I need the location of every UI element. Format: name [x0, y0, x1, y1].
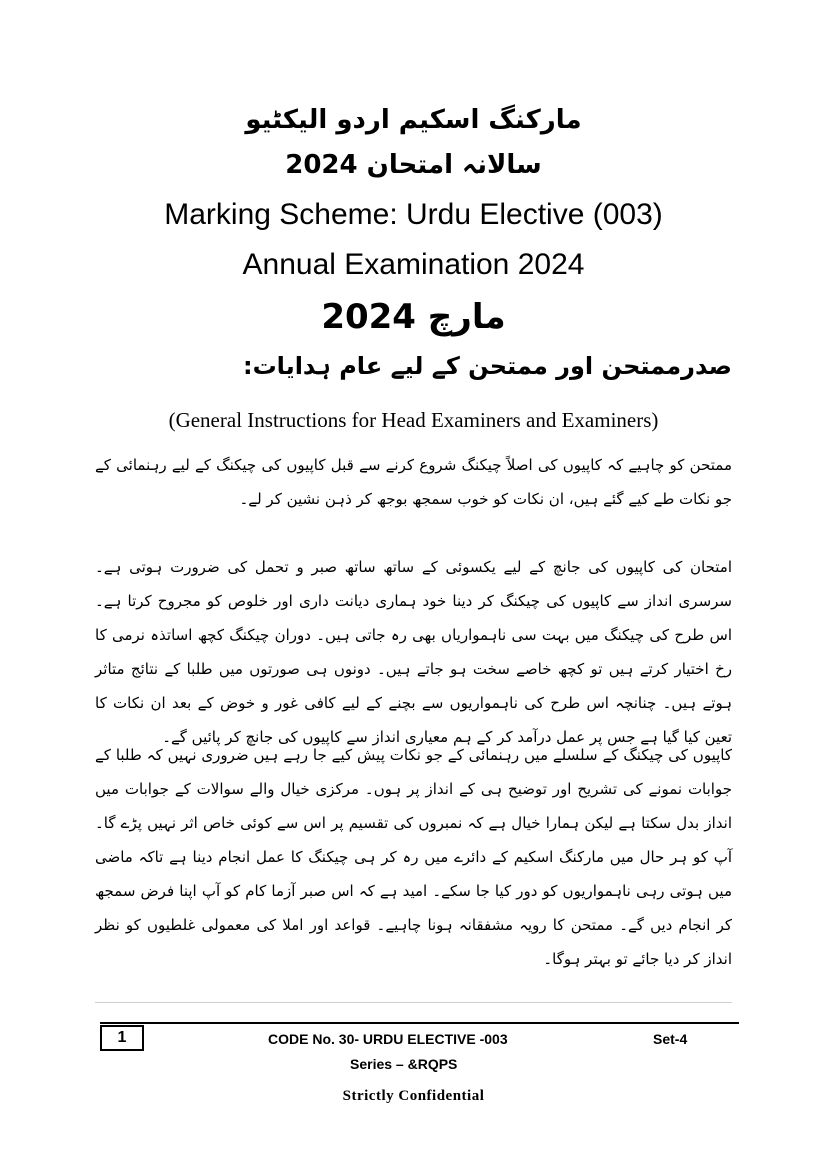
- section-heading-english: (General Instructions for Head Examiners and Examiners): [168, 408, 659, 432]
- series-label: Series – &RQPS: [350, 1056, 458, 1072]
- paragraph-2: امتحان کی کاپیوں کی جانچ کے لیے یکسوئی کے ساتھ ساتھ صبر و تحمل کی ضرورت ہوتی ہے۔ سرسری انداز سے کاپیوں کی چیکنگ کر دینا خود ہماری دیانت داری اور خلوص کو مجروح کرتا ہے۔ اس طرح کی چیکنگ میں بہت سی ناہمواریاں بھی رہ جاتی ہیں۔ دوران چیکنگ کچھ اساتذہ نرمی کا رخ اختیار کرتے ہیں تو کچھ خاصے سخت ہو جاتے ہیں۔ دونوں ہی صورتوں میں طلبا کے نتائج متاثر ہوتے ہیں۔ چنانچہ اس طرح کی ناہمواریوں سے بچنے کے لیے کافی غور و خوض کے بعد ان نکات کا تعین کیا گیا ہے جس پر عمل درآمد کر کے ہم معیاری انداز سے کاپیوں کی جانچ کر پائیں گے۔: [95, 558, 732, 746]
- page-number: 1: [100, 1025, 144, 1051]
- section-heading-urdu: صدرممتحن اور ممتحن کے لیے عام ہدایات:: [242, 352, 732, 380]
- paragraph-3: کاپیوں کی چیکنگ کے سلسلے میں رہنمائی کے جو نکات پیش کیے جا رہے ہیں ضروری نہیں کہ طلبا کے جوابات نمونے کی تشریح اور توضیح ہی کے انداز پر ہوں۔ مرکزی خیال والے سوالات کے جوابات میں انداز بدل سکتا ہے لیکن ہمارا خیال ہے کہ نمبروں کی تقسیم پر اس سے کوئی خاص اثر نہیں پڑے گا۔ آپ کو ہر حال میں مارکنگ اسکیم کے دائرے میں رہ کر ہی چیکنگ کا عمل انجام دینا ہے تاکہ ماضی میں ہوتی رہی ناہمواریوں کو دور کیا جا سکے۔ امید ہے کہ اس صبر آزما کام کو آپ اپنا فرض سمجھ کر انجام دیں گے۔ ممتحن کا رویہ مشفقانہ ہونا چاہیے۔ قواعد اور املا کی معمولی غلطیوں کو نظر انداز کر دیا جائے تو بہتر ہوگا۔: [95, 746, 732, 968]
- title-urdu: مارکنگ اسکیم اردو الیکٹیو: [245, 105, 582, 135]
- title-english: Marking Scheme: Urdu Elective (003): [164, 198, 663, 231]
- confidential-label: Strictly Confidential: [342, 1088, 485, 1104]
- code-label: CODE No. 30- URDU ELECTIVE -003: [268, 1031, 508, 1047]
- exam-urdu: سالانہ امتحان 2024: [285, 150, 542, 180]
- paragraph-1: ممتحن کو چاہیے کہ کاپیوں کی اصلاً چیکنگ شروع کرنے سے قبل کاپیوں کی چیکنگ کے لیے رہنمائی کے جو نکات طے کیے گئے ہیں، ان نکات کو خوب سمجھ بوجھ کر ذہن نشین کر لے۔: [95, 456, 732, 508]
- exam-english: Annual Examination 2024: [242, 248, 585, 281]
- month-urdu: مارچ 2024: [321, 297, 506, 337]
- footer-rule: [100, 1022, 739, 1024]
- divider: [95, 1002, 732, 1003]
- set-label: Set-4: [653, 1031, 688, 1047]
